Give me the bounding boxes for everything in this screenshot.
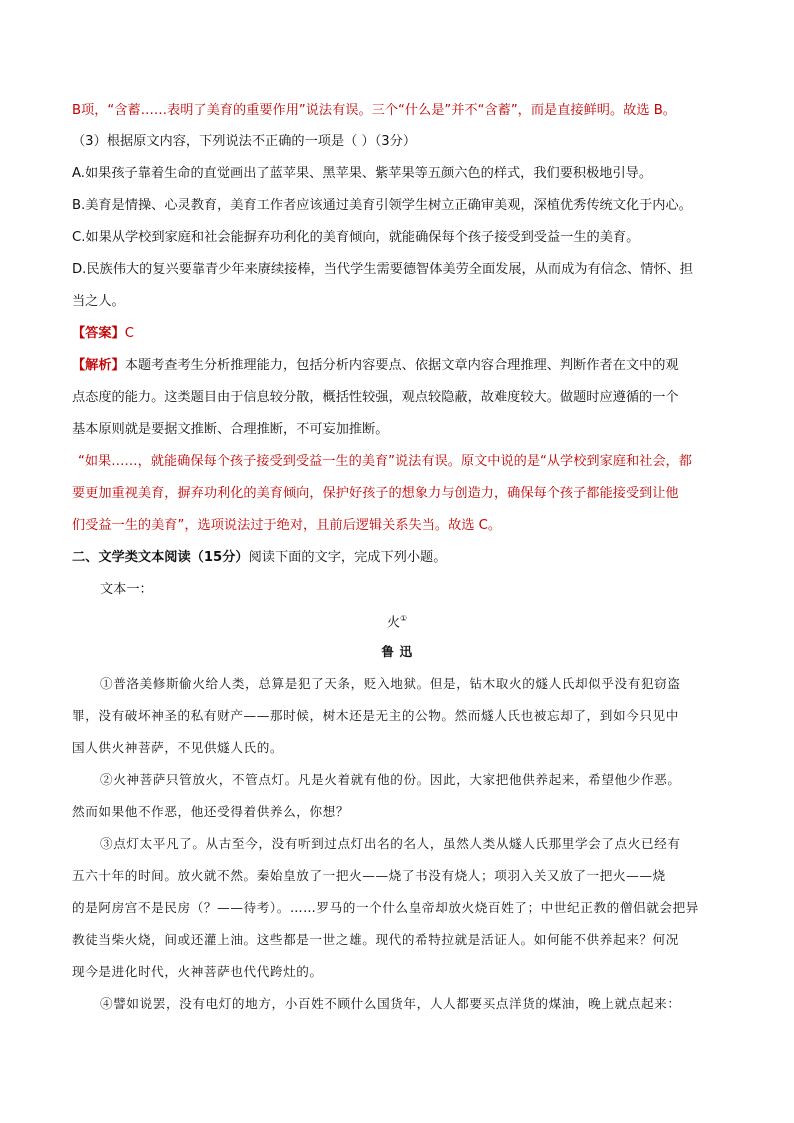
para-2-line-2: 然而如果他不作恶，他还受得着供养么，你想？: [72, 804, 350, 819]
option-c: C.如果从学校到家庭和社会能摒弃功利化的美育倾向，就能确保每个孩子接受到受益一生的美育。: [72, 230, 640, 245]
analysis-text-1: 本题考查考生分析推理能力，包括分析内容要点、依据文章内容合理推理、判断作者在文中的观: [124, 358, 679, 373]
para-1-line-1: ①普洛美修斯偷火给人类，总算是犯了天条，贬入地狱。但是，钻木取火的燧人氏却似乎没有犯窃盗: [100, 676, 681, 691]
answer-line: [72, 324, 134, 344]
question-3-stem: （3）根据原文内容，下列说法不正确的一项是（ ）（3分）: [72, 134, 417, 149]
option-d-line-1: D.民族伟大的复兴要靠青少年来赓续接棒，当代学生需要德智体美劳全面发展，从而成为有信念、情怀、担: [72, 262, 693, 277]
para-3-line-5: 现今是进化时代，火神菩萨也代代跨灶的。: [72, 964, 323, 979]
analysis-red-line-2: 要更加重视美育，摒弃功利化的美育倾向，保护好孩子的想象力与创造力，确保每个孩子都能接受到让他: [72, 486, 679, 501]
para-1-line-2: 罪，没有破坏神圣的私有财产——那时候，树木还是无主的公物。然而燧人氏也被忘却了，到如今只见中: [72, 708, 679, 723]
analysis-line-3: 基本原则就是要据文推断、合理推断，不可妄加推断。: [72, 422, 389, 437]
footnote-mark: ①: [400, 614, 408, 623]
para-2-line-1: ②火神菩萨只管放火，不管点灯。凡是火着就有他的份。因此，大家把他供养起来，希望他少作恶。: [100, 772, 681, 787]
para-3-line-4: 教徒当柴火烧，间或还灌上油。这些都是一世之雄。现代的希特拉就是活证人。如何能不供养起来？何况: [72, 932, 679, 947]
section-2-title: 二、文学类文本阅读（15分）: [72, 550, 249, 565]
text-one-label: 文本一：: [100, 582, 153, 597]
para-3-line-1: ③点灯太平凡了。从古至今，没有听到过点灯出名的名人，虽然人类从燧人氏那里学会了点火已经有: [100, 836, 681, 851]
article-title: [0, 609, 794, 633]
para-1-line-3: 国人供火神菩萨，不见供燧人氏的。: [72, 740, 284, 755]
analysis-line-2: 点态度的能力。这类题目由于信息较分散，概括性较强，观点较隐蔽，故难度较大。做题时应遵循的一个: [72, 390, 679, 405]
option-b: B.美育是情操、心灵教育，美育工作者应该通过美育引领学生树立正确审美观，深植优秀传统文化于内心。: [72, 198, 692, 213]
option-a: A.如果孩子靠着生命的直觉画出了蓝苹果、黑苹果、紫苹果等五颜六色的样式，我们要积极地引导。: [72, 166, 653, 181]
answer-value: C: [124, 326, 134, 341]
analysis-line-1: [72, 356, 679, 376]
article-author: 鲁 迅: [381, 644, 413, 659]
analysis-label: 【解析】: [72, 358, 125, 373]
answer-label: 【答案】: [72, 326, 125, 341]
section-2-heading: [72, 548, 446, 568]
answer-explanation-b: B项，“含蓄……表明了美育的重要作用”说法有误。三个“什么是”并不“含蓄”，而是直接鲜明。故选 B。: [72, 103, 676, 118]
article-title-text: 火: [386, 615, 400, 631]
section-2-instruction: 阅读下面的文字，完成下列小题。: [248, 550, 447, 565]
analysis-red-line-1: “如果……，就能确保每个孩子接受到受益一生的美育”说法有误。原文中说的是“从学校到家庭和社会，都: [78, 454, 692, 469]
para-4-line-1: ④譬如说罢，没有电灯的地方，小百姓不顾什么国货年，人人都要买点洋货的煤油，晚上就点起来：: [100, 996, 681, 1011]
option-d-line-2: 当之人。: [72, 294, 125, 309]
para-3-line-2: 五六十年的时间。放火就不然。秦始皇放了一把火——烧了书没有烧人；项羽入关又放了一把火——烧: [72, 868, 666, 883]
analysis-red-line-3: 们受益一生的美育”，选项说法过于绝对，且前后逻辑关系失当。故选 C。: [72, 518, 502, 533]
para-3-line-3: 的是阿房宫不是民房（？——待考）。……罗马的一个什么皇帝却放火烧百姓了；中世纪正教的僧侣就会把异: [72, 900, 699, 915]
